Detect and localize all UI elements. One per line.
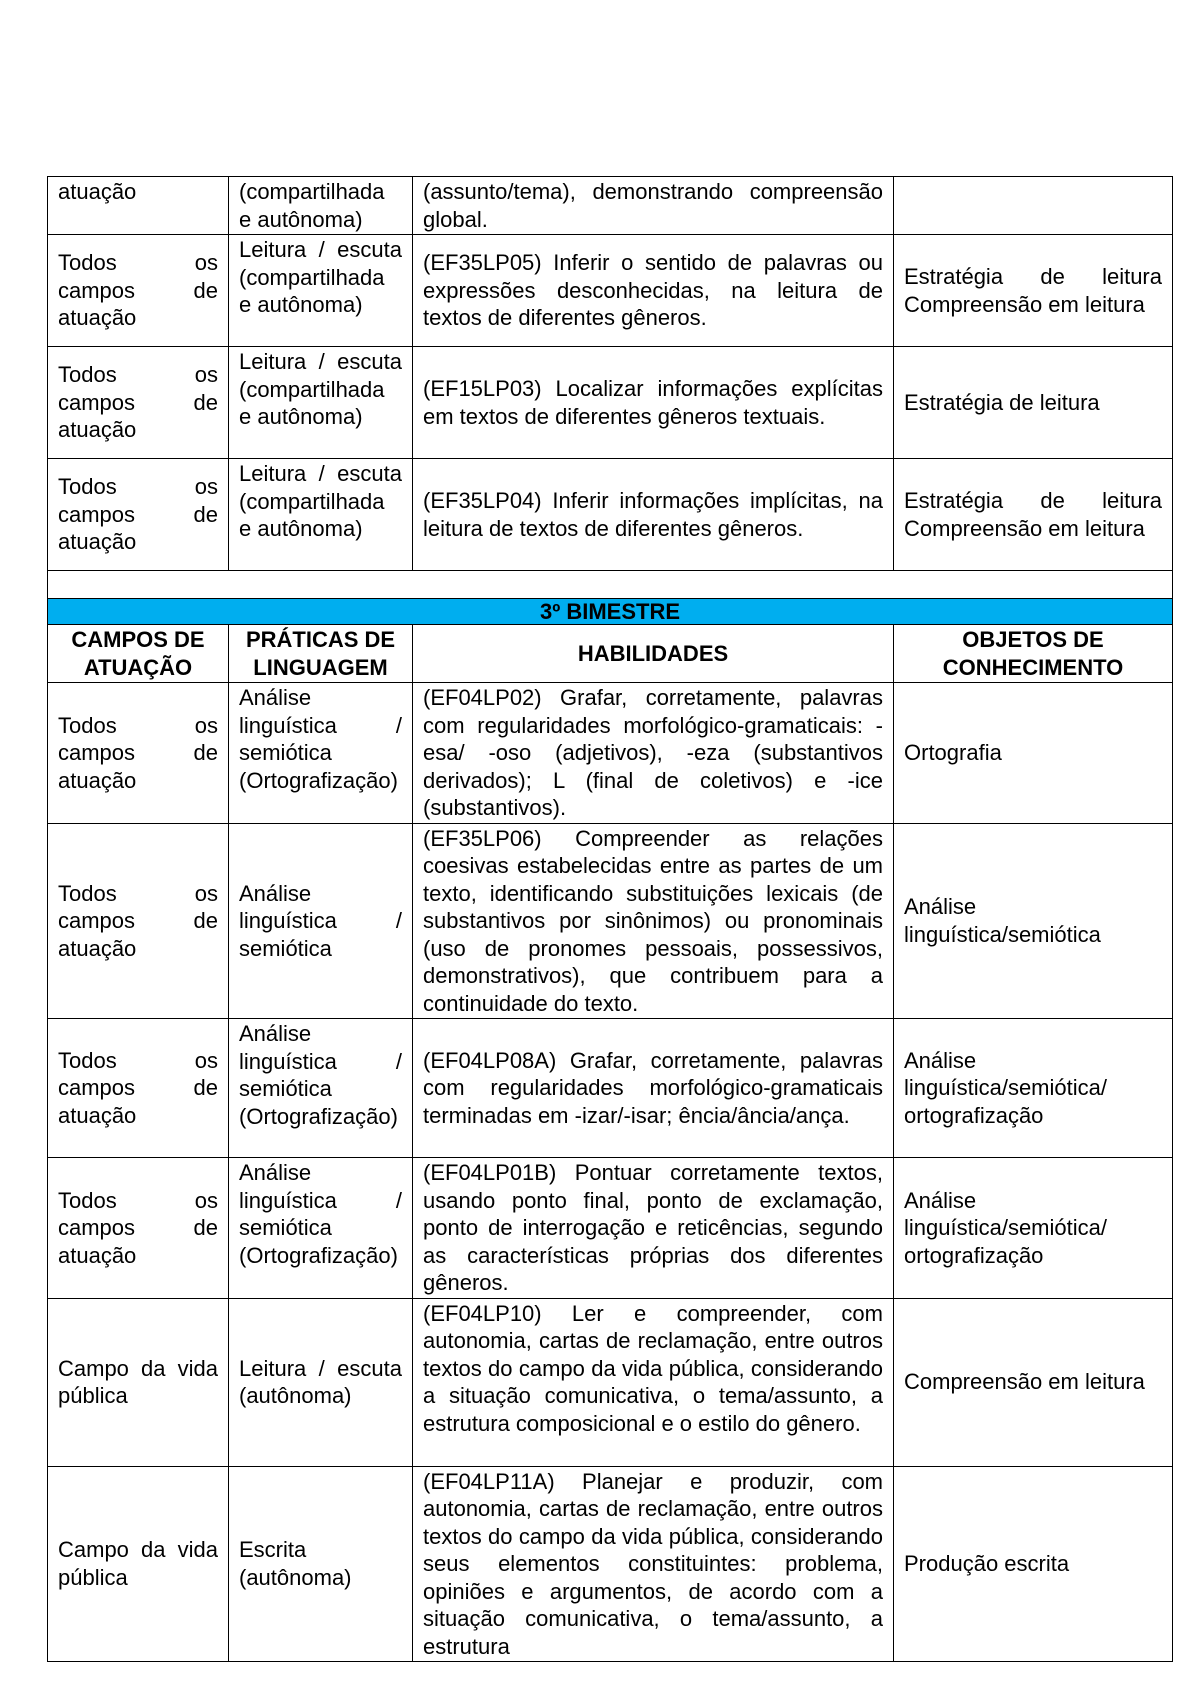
habilidade-cell: (EF35LP06) Compreender as relações coesivas estabelecidas entre as partes de um texto, identificando substituições lexicais (de substantivos por sinônimos) ou pronominais (uso de pronomes pessoais, possessivos, demonstrativos), que contribuem para a continuidade do texto. (413, 823, 894, 1019)
objeto-cell: Estratégia de leitura Compreensão em leitura (894, 235, 1173, 347)
spacer-row (48, 571, 1173, 599)
habilidade-cell: (EF15LP03) Localizar informações explícitas em textos de diferentes gêneros textuais. (413, 347, 894, 459)
habilidade-cell: (assunto/tema), demonstrando compreensão global. (413, 177, 894, 235)
table-row (48, 235, 1173, 347)
habilidade-cell: (EF35LP04) Inferir informações implícitas, na leitura de textos de diferentes gêneros. (413, 459, 894, 571)
objeto-cell: Estratégia de leitura Compreensão em leitura (894, 459, 1173, 571)
pratica-cell: Análise linguística / semiótica (Ortografização) (229, 1158, 413, 1299)
habilidade-cell: (EF04LP08A) Grafar, corretamente, palavras com regularidades morfológico-gramaticais terminadas em -izar/-isar; ência/ância/ança. (413, 1019, 894, 1158)
campo-cell: Todos os campos de atuação (48, 347, 229, 459)
table-row (48, 1019, 1173, 1158)
objeto-cell (894, 177, 1173, 235)
header-objetos: OBJETOS DE CONHECIMENTO (894, 625, 1173, 683)
header-habilidades: HABILIDADES (413, 625, 894, 683)
curriculum-table (47, 176, 1173, 1662)
bimestre-label: 3º BIMESTRE (48, 599, 1173, 625)
campo-cell: Todos os campos de atuação (48, 459, 229, 571)
pratica-cell: (compartilhada e autônoma) (229, 177, 413, 235)
pratica-cell: Leitura / escuta (compartilhada e autônoma) (229, 347, 413, 459)
objeto-cell: Estratégia de leitura (894, 347, 1173, 459)
pratica-cell: Leitura / escuta (compartilhada e autônoma) (229, 459, 413, 571)
table-row (48, 459, 1173, 571)
habilidade-cell: (EF04LP01B) Pontuar corretamente textos, usando ponto final, ponto de exclamação, ponto de interrogação e reticências, segundo as características próprias dos diferentes gêneros. (413, 1158, 894, 1299)
campo-cell: Todos os campos de atuação (48, 1158, 229, 1299)
objeto-cell: Análise linguística/semiótica (894, 823, 1173, 1019)
objeto-cell: Ortografia (894, 683, 1173, 824)
table-row (48, 1298, 1173, 1466)
bimestre-band (48, 599, 1173, 625)
habilidade-cell: (EF04LP10) Ler e compreender, com autonomia, cartas de reclamação, entre outros textos do campo da vida pública, considerando a situação comunicativa, o tema/assunto, a estrutura composicional e o estilo do gênero. (413, 1298, 894, 1466)
pratica-cell: Escrita (autônoma) (229, 1466, 413, 1662)
table-row (48, 1158, 1173, 1299)
table-row (48, 683, 1173, 824)
habilidade-cell: (EF35LP05) Inferir o sentido de palavras ou expressões desconhecidas, na leitura de textos de diferentes gêneros. (413, 235, 894, 347)
table-row (48, 1466, 1173, 1662)
header-row (48, 625, 1173, 683)
table-row (48, 823, 1173, 1019)
table-row (48, 347, 1173, 459)
pratica-cell: Leitura / escuta (compartilhada e autônoma) (229, 235, 413, 347)
campo-cell: Todos os campos de atuação (48, 683, 229, 824)
campo-cell: Campo da vida pública (48, 1466, 229, 1662)
objeto-cell: Compreensão em leitura (894, 1298, 1173, 1466)
header-campos: CAMPOS DE ATUAÇÃO (48, 625, 229, 683)
objeto-cell: Análise linguística/semiótica/ ortografização (894, 1158, 1173, 1299)
pratica-cell: Análise linguística / semiótica (229, 823, 413, 1019)
table-row (48, 177, 1173, 235)
campo-cell: atuação (48, 177, 229, 235)
pratica-cell: Leitura / escuta (autônoma) (229, 1298, 413, 1466)
pratica-cell: Análise linguística / semiótica (Ortografização) (229, 683, 413, 824)
campo-cell: Campo da vida pública (48, 1298, 229, 1466)
objeto-cell: Análise linguística/semiótica/ ortografização (894, 1019, 1173, 1158)
habilidade-cell: (EF04LP02) Grafar, corretamente, palavras com regularidades morfológico-gramaticais: -esa/ -oso (adjetivos), -eza (substantivos derivados); L (final de coletivos) e -ice (substantivos). (413, 683, 894, 824)
campo-cell: Todos os campos de atuação (48, 235, 229, 347)
header-praticas: PRÁTICAS DE LINGUAGEM (229, 625, 413, 683)
pratica-cell: Análise linguística / semiótica (Ortografização) (229, 1019, 413, 1158)
habilidade-cell: (EF04LP11A) Planejar e produzir, com autonomia, cartas de reclamação, entre outros textos do campo da vida pública, considerando seus elementos constituintes: problema, opiniões e argumentos, de acordo com a situação comunicativa, o tema/assunto, a estrutura (413, 1466, 894, 1662)
campo-cell: Todos os campos de atuação (48, 823, 229, 1019)
campo-cell: Todos os campos de atuação (48, 1019, 229, 1158)
objeto-cell: Produção escrita (894, 1466, 1173, 1662)
